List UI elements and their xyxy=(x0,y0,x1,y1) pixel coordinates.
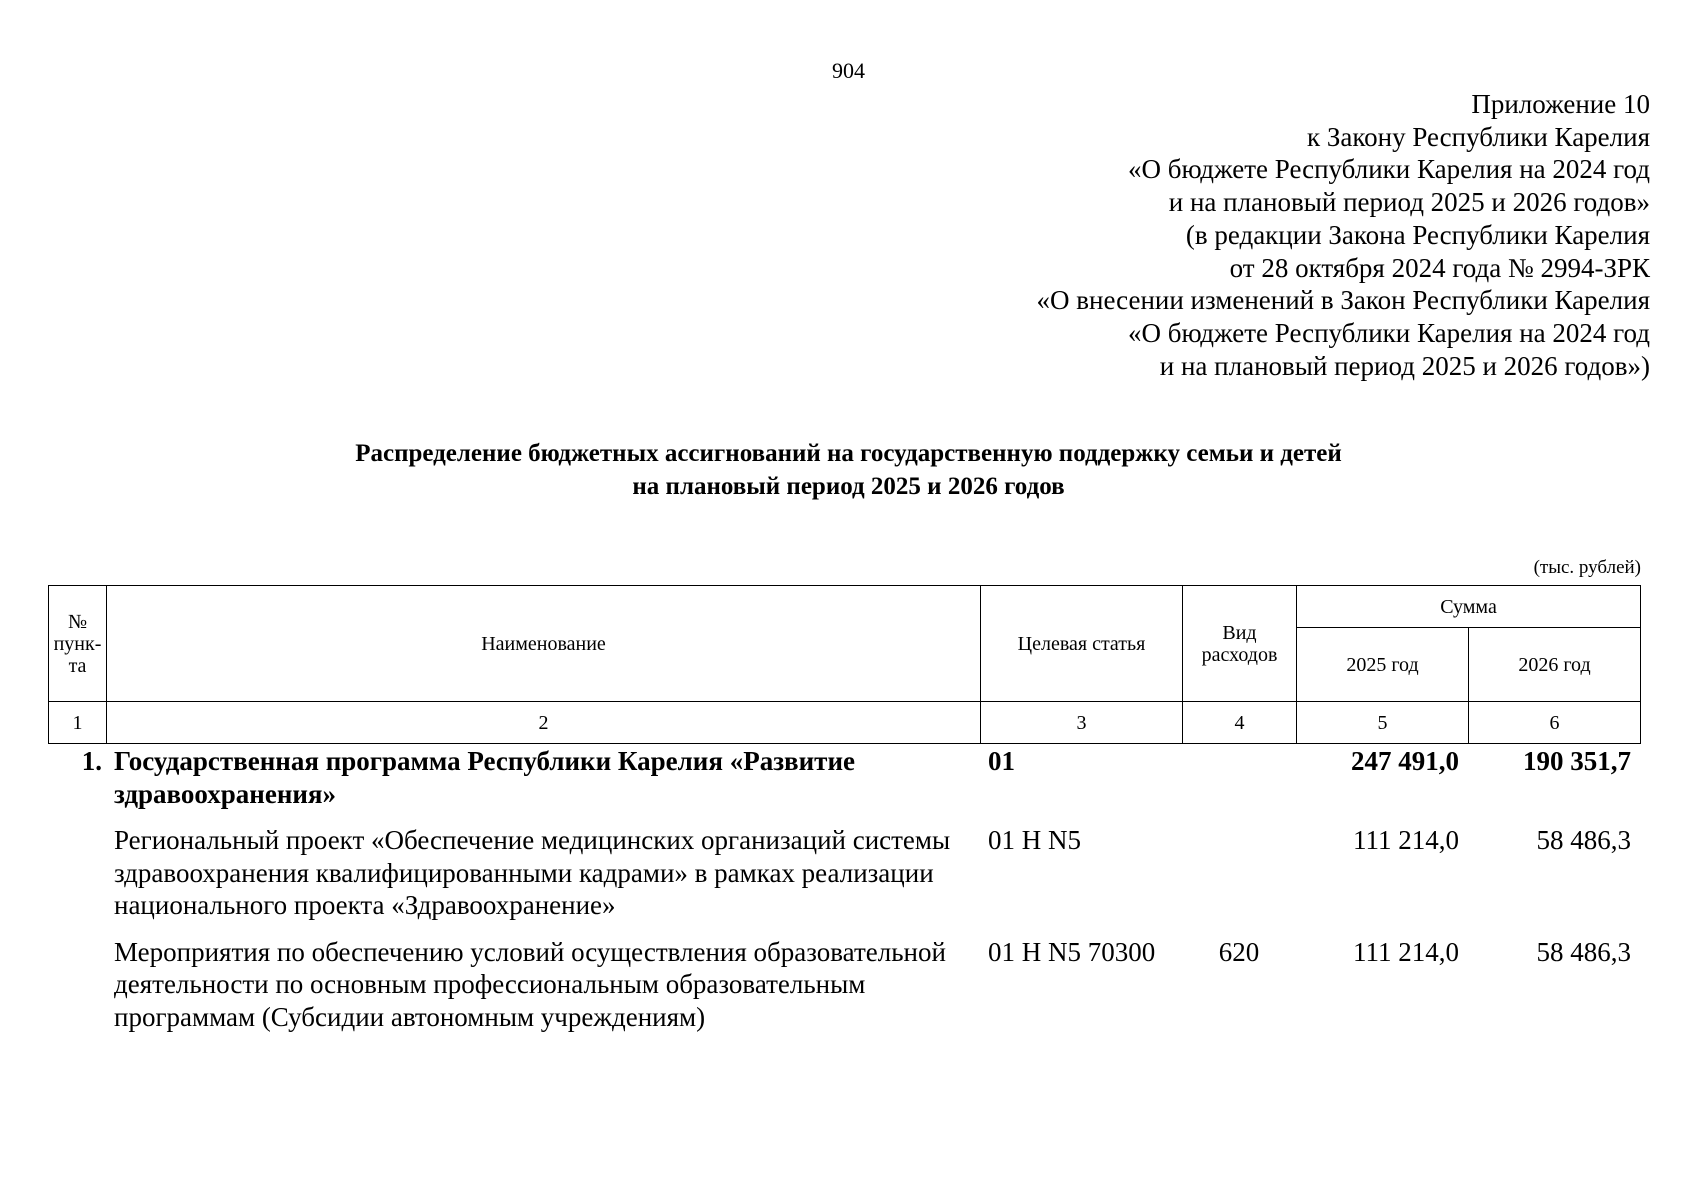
appendix-line: от 28 октября 2024 года № 2994-ЗРК xyxy=(1229,252,1650,283)
row-index xyxy=(48,824,106,936)
row-name: Региональный проект «Обеспечение медицинских организаций системы здравоохранения квалифицированными кадрами» в рамках реализации национального проекта «Здравоохранение» xyxy=(114,825,951,920)
column-number: 5 xyxy=(1297,702,1469,744)
document-title xyxy=(0,437,1697,503)
row-target: 01 xyxy=(988,746,1015,776)
row-index xyxy=(48,936,106,1048)
column-number: 2 xyxy=(107,702,981,744)
appendix-header xyxy=(1037,88,1650,382)
column-number: 4 xyxy=(1183,702,1297,744)
page-number: 904 xyxy=(832,58,865,83)
appendix-line: и на плановый период 2025 и 2026 годов») xyxy=(1159,350,1650,381)
appendix-line: (в редакции Закона Республики Карелия xyxy=(1185,219,1650,250)
row-vid xyxy=(1182,745,1296,824)
appendix-line: «О внесении изменений в Закон Республики Карелия xyxy=(1036,285,1650,316)
column-number: 3 xyxy=(981,702,1183,744)
column-number: 6 xyxy=(1469,702,1641,744)
row-vid: 620 xyxy=(1218,936,1260,967)
title-line: на плановый период 2025 и 2026 годов xyxy=(632,473,1065,500)
table-header xyxy=(48,585,1641,744)
row-target: 01 Н N5 xyxy=(988,825,1081,855)
row-sum-2026: 58 486,3 xyxy=(1536,936,1631,967)
header-year-2026: 2026 год xyxy=(1469,628,1641,702)
row-name: Мероприятия по обеспечению условий осуществления образовательной деятельности по основным профессиональным образовательным программам (Субсидии автономным учреждениям) xyxy=(114,936,946,1032)
header-sum: Сумма xyxy=(1297,586,1641,628)
header-year-2025: 2025 год xyxy=(1297,628,1469,702)
table-row xyxy=(48,745,1640,824)
title-line: Распределение бюджетных ассигнований на государственную поддержку семьи и детей xyxy=(355,440,1342,467)
row-sum-2025: 111 214,0 xyxy=(1353,825,1459,855)
appendix-line: «О бюджете Республики Карелия на 2024 год xyxy=(1127,154,1650,185)
row-sum-2025: 247 491,0 xyxy=(1351,746,1459,776)
header-vid: Вид расходов xyxy=(1183,586,1297,702)
appendix-line: «О бюджете Республики Карелия на 2024 год xyxy=(1127,317,1650,348)
row-sum-2026: 58 486,3 xyxy=(1536,825,1631,855)
table-row xyxy=(48,936,1640,1048)
table-row xyxy=(48,824,1640,936)
row-sum-2025: 111 214,0 xyxy=(1353,936,1459,967)
header-name: Наименование xyxy=(107,586,981,702)
row-target: 01 Н N5 70300 xyxy=(988,936,1156,967)
row-vid xyxy=(1182,824,1296,936)
appendix-line: к Закону Республики Карелия xyxy=(1307,121,1650,152)
row-name: Государственная программа Республики Карелия «Развитие здравоохранения» xyxy=(114,746,855,809)
units-label: (тыс. рублей) xyxy=(1533,557,1641,578)
row-sum-2026: 190 351,7 xyxy=(1523,746,1631,776)
column-number: 1 xyxy=(49,702,107,744)
row-index: 1. xyxy=(81,746,102,776)
appendix-line: и на плановый период 2025 и 2026 годов» xyxy=(1168,187,1650,218)
header-num: № пунк- та xyxy=(49,586,107,702)
header-target: Целевая статья xyxy=(981,586,1183,702)
appendix-line: Приложение 10 xyxy=(1471,89,1650,119)
allocations-table xyxy=(48,745,1640,1047)
